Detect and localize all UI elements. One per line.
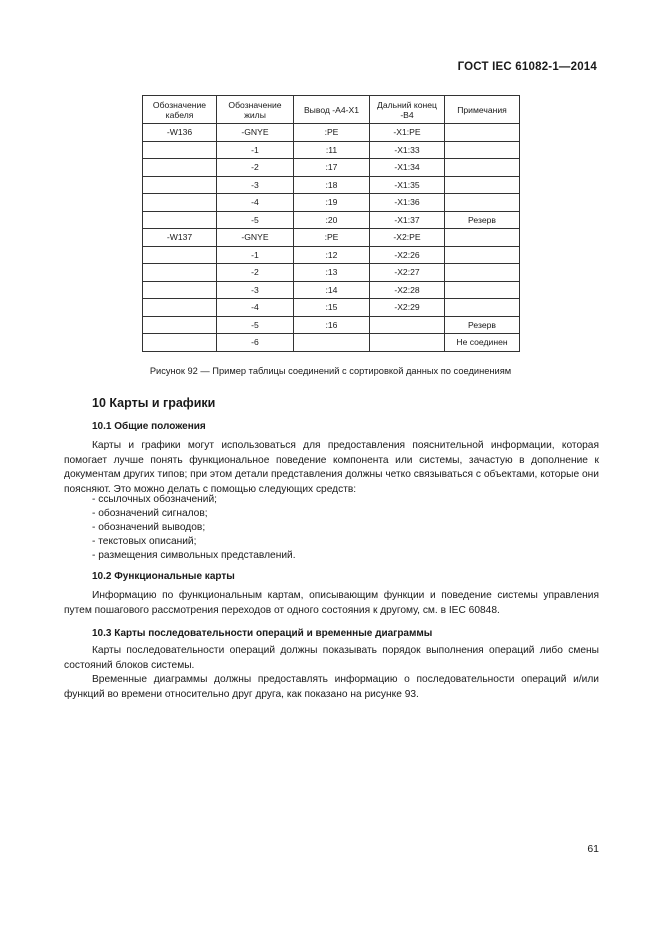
- table-cell: -W136: [143, 124, 217, 142]
- table-cell: :15: [294, 299, 370, 317]
- table-header-row: [143, 96, 520, 124]
- table-cell: [143, 211, 217, 229]
- table-cell: -4: [217, 194, 294, 212]
- column-header: Дальний конец -В4: [370, 96, 445, 124]
- table-cell: [143, 141, 217, 159]
- section-10-2-title: 10.2 Функциональные карты: [92, 571, 235, 582]
- table-cell: [445, 299, 520, 317]
- table-row: [143, 299, 520, 317]
- table-cell: [445, 281, 520, 299]
- table-cell: [294, 334, 370, 352]
- section-10-1-title: 10.1 Общие положения: [92, 421, 206, 432]
- table-cell: [143, 159, 217, 177]
- table-cell: Не соединен: [445, 334, 520, 352]
- table-cell: [445, 141, 520, 159]
- table-cell: [143, 316, 217, 334]
- table-row: [143, 334, 520, 352]
- table-row: [143, 176, 520, 194]
- table-row: [143, 124, 520, 142]
- table-cell: -2: [217, 264, 294, 282]
- table-cell: [445, 159, 520, 177]
- table-cell: :12: [294, 246, 370, 264]
- table-cell: -W137: [143, 229, 217, 247]
- table-row: [143, 246, 520, 264]
- table-cell: :17: [294, 159, 370, 177]
- column-header: Обозначение кабеля: [143, 96, 217, 124]
- table-cell: -X1:PE: [370, 124, 445, 142]
- table-cell: [143, 194, 217, 212]
- table-cell: -4: [217, 299, 294, 317]
- table-cell: -X2:29: [370, 299, 445, 317]
- table-cell: :18: [294, 176, 370, 194]
- table-cell: Резерв: [445, 211, 520, 229]
- table-cell: :PE: [294, 124, 370, 142]
- table-cell: [370, 334, 445, 352]
- table-cell: -5: [217, 211, 294, 229]
- list-item: - ссылочных обозначений;: [92, 494, 218, 505]
- table-cell: -3: [217, 176, 294, 194]
- list-item: - размещения символьных представлений.: [92, 550, 296, 562]
- table-cell: [370, 316, 445, 334]
- column-header: Примечания: [445, 96, 520, 124]
- table-cell: -5: [217, 316, 294, 334]
- table-row: [143, 211, 520, 229]
- table-cell: [445, 264, 520, 282]
- table-cell: -2: [217, 159, 294, 177]
- table-cell: :11: [294, 141, 370, 159]
- table-cell: -1: [217, 141, 294, 159]
- column-header: Обозначение жилы: [217, 96, 294, 124]
- table-row: [143, 194, 520, 212]
- table-cell: -X1:35: [370, 176, 445, 194]
- table-cell: [143, 299, 217, 317]
- page-number: 61: [587, 843, 599, 855]
- document-header: ГОСТ IEC 61082-1—2014: [457, 61, 597, 73]
- table-cell: [143, 176, 217, 194]
- list-item: - обозначений выводов;: [92, 522, 206, 534]
- table-cell: :14: [294, 281, 370, 299]
- section-10-3-text-2: Временные диаграммы должны предоставлять информацию о последовательности операций и/или функций во времени относительно друг друга, как показано на рисунке 93.: [64, 674, 599, 700]
- list-item: - текстовых описаний;: [92, 536, 197, 548]
- table-cell: -X2:27: [370, 264, 445, 282]
- table-cell: [445, 194, 520, 212]
- table-row: [143, 141, 520, 159]
- table-cell: [143, 264, 217, 282]
- connection-table: [142, 95, 520, 352]
- table-cell: -6: [217, 334, 294, 352]
- table-cell: -GNYE: [217, 229, 294, 247]
- table-cell: [143, 246, 217, 264]
- section-10-1-text: Карты и графики могут использоваться для предоставления пояснительной информации, которая помогает лучше понять функциональное поведение компонента или системы, зачастую в дополнение к документам других типов; при этом детали представления должны четко связываться с объектами, которые они поясняют. Это можно делать с помощью следующих средств:: [64, 440, 599, 496]
- table-cell: :20: [294, 211, 370, 229]
- means-list: [92, 493, 296, 563]
- table-cell: Резерв: [445, 316, 520, 334]
- table-cell: [143, 334, 217, 352]
- table-cell: -X2:28: [370, 281, 445, 299]
- table-cell: -X1:36: [370, 194, 445, 212]
- table-cell: [445, 246, 520, 264]
- table-cell: [445, 176, 520, 194]
- section-10-title: 10 Карты и графики: [92, 396, 216, 410]
- table-cell: :PE: [294, 229, 370, 247]
- table-row: [143, 159, 520, 177]
- table-cell: -X2:PE: [370, 229, 445, 247]
- table-row: [143, 264, 520, 282]
- table-cell: -X2:26: [370, 246, 445, 264]
- table-cell: -X1:34: [370, 159, 445, 177]
- column-header: Вывод -А4-Х1: [294, 96, 370, 124]
- table-cell: [143, 281, 217, 299]
- table-cell: [445, 124, 520, 142]
- table-cell: :19: [294, 194, 370, 212]
- table-row: [143, 229, 520, 247]
- table-cell: -1: [217, 246, 294, 264]
- figure-caption: Рисунок 92 — Пример таблицы соединений с сортировкой данных по соединениям: [149, 366, 512, 376]
- table-cell: :13: [294, 264, 370, 282]
- table-cell: -GNYE: [217, 124, 294, 142]
- list-item: - обозначений сигналов;: [92, 508, 208, 520]
- table-cell: -3: [217, 281, 294, 299]
- section-10-2-text: Информацию по функциональным картам, описывающим функции и поведение системы управления путем пошагового рассмотрения переходов от одного состояния к другому, см. в IEC 60848.: [64, 590, 599, 616]
- table-row: [143, 281, 520, 299]
- table-cell: :16: [294, 316, 370, 334]
- section-10-3-title: 10.3 Карты последовательности операций и временные диаграммы: [92, 628, 433, 639]
- section-10-3-text-1: Карты последовательности операций должны показывать порядок выполнения операций либо смены состояний блоков системы.: [64, 645, 599, 671]
- table-row: [143, 316, 520, 334]
- table-cell: -X1:37: [370, 211, 445, 229]
- table-cell: [445, 229, 520, 247]
- table-cell: -X1:33: [370, 141, 445, 159]
